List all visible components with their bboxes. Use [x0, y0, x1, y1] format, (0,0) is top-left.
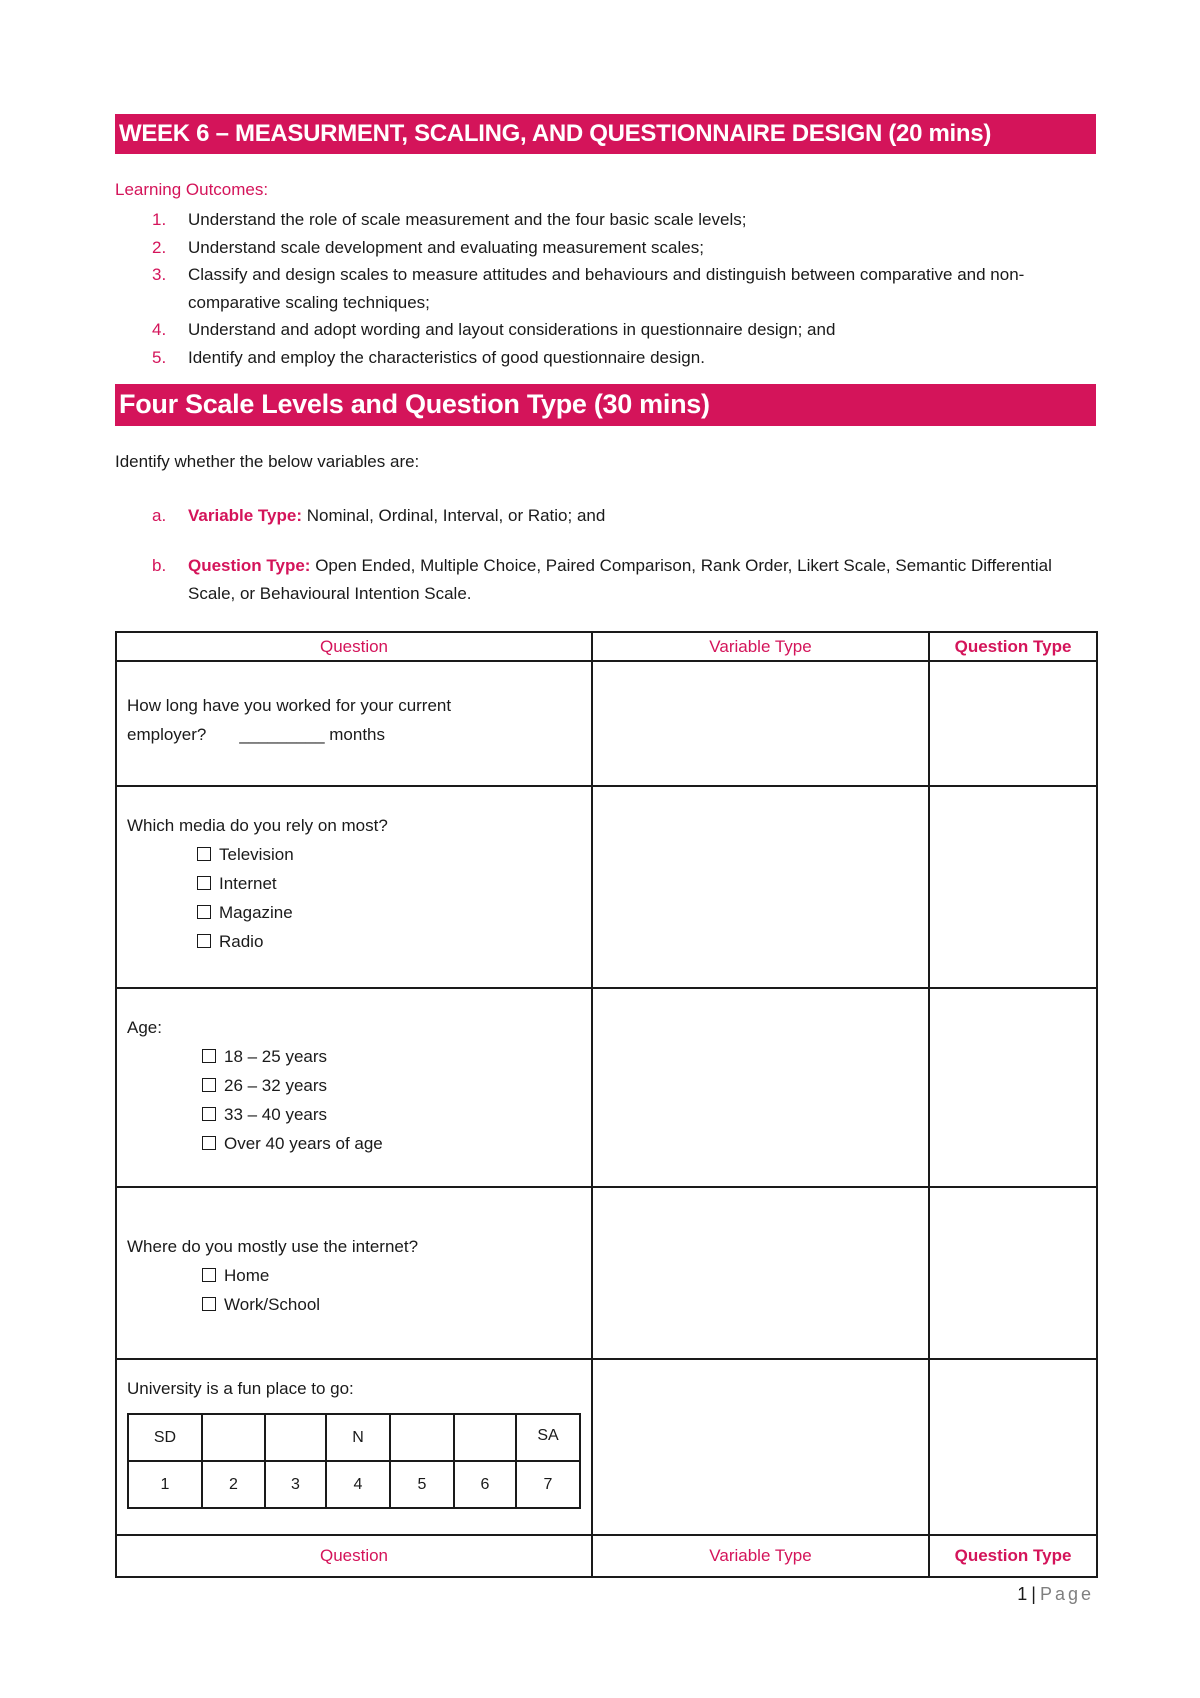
checkbox-icon	[202, 1297, 216, 1311]
question-type-cell[interactable]	[929, 661, 1097, 786]
table-header-row	[116, 632, 1097, 661]
option-item	[127, 1129, 581, 1158]
likert-value[interactable]: 4	[326, 1461, 390, 1508]
page-footer	[1017, 1584, 1094, 1605]
list-number: 5.	[152, 347, 167, 367]
checkbox-icon	[202, 1078, 216, 1092]
option-item	[127, 840, 581, 869]
criterion-question-type	[115, 552, 1095, 608]
option-item	[127, 1290, 581, 1319]
question-type-cell[interactable]	[929, 786, 1097, 988]
list-item	[115, 316, 1095, 344]
list-item	[115, 206, 1095, 234]
likert-label: SD	[128, 1414, 202, 1461]
criterion-text: Open Ended, Multiple Choice, Paired Comparison, Rank Order, Likert Scale, Semantic Differential Scale, or Behavioural Intention Scale.	[188, 556, 1052, 603]
variable-type-cell[interactable]	[592, 1187, 929, 1359]
list-number: 1.	[152, 210, 167, 229]
likert-value[interactable]: 1	[128, 1461, 202, 1508]
option-item	[127, 898, 581, 927]
learning-outcomes-list	[115, 206, 1095, 371]
checkbox-icon	[202, 1268, 216, 1282]
criterion-letter: a.	[152, 506, 167, 525]
column-header-question-type: Question Type	[929, 1535, 1097, 1577]
option-item	[127, 1071, 581, 1100]
question-cell	[116, 1187, 592, 1359]
option-label: Television	[219, 845, 294, 864]
list-text: Understand and adopt wording and layout considerations in questionnaire design; and	[188, 320, 836, 339]
column-header-question: Question	[116, 1535, 592, 1577]
table-row	[116, 1187, 1097, 1359]
checkbox-icon	[202, 1136, 216, 1150]
variable-type-cell[interactable]	[592, 661, 929, 786]
option-label: 33 – 40 years	[224, 1105, 328, 1124]
option-label: Home	[224, 1266, 270, 1285]
question-text: Where do you mostly use the internet?	[127, 1237, 419, 1256]
question-type-cell[interactable]	[929, 988, 1097, 1187]
column-header-question-type: Question Type	[929, 632, 1097, 661]
table-row	[116, 988, 1097, 1187]
table-row	[116, 661, 1097, 786]
list-item	[115, 261, 1095, 316]
list-text: Understand the role of scale measurement and the four basic scale levels;	[188, 210, 747, 229]
criterion-label: Variable Type:	[188, 506, 303, 525]
criterion-body	[115, 502, 1095, 530]
checkbox-icon	[197, 934, 211, 948]
week-heading: WEEK 6 – MEASURMENT, SCALING, AND QUESTIONNAIRE DESIGN (20 mins)	[115, 114, 1096, 154]
criterion-letter: b.	[152, 556, 167, 575]
option-label: Over 40 years of age	[224, 1134, 383, 1153]
column-header-variable-type: Variable Type	[592, 632, 929, 661]
question-text: employer? _________ months	[127, 725, 385, 744]
question-text: Age:	[127, 1018, 162, 1037]
question-cell	[116, 1359, 592, 1535]
option-item	[127, 1100, 581, 1129]
criterion-text: Nominal, Ordinal, Interval, or Ratio; and	[302, 506, 606, 525]
likert-label	[454, 1414, 516, 1461]
page-label: Page	[1039, 1584, 1094, 1604]
variable-type-cell[interactable]	[592, 988, 929, 1187]
likert-scale	[127, 1413, 581, 1509]
list-number: 3.	[152, 265, 167, 284]
variable-type-cell[interactable]	[592, 786, 929, 988]
likert-label	[202, 1414, 265, 1461]
likert-value[interactable]: 2	[202, 1461, 265, 1508]
table-row	[116, 1359, 1097, 1535]
column-header-variable-type: Variable Type	[592, 1535, 929, 1577]
question-text: University is a fun place to go:	[127, 1379, 354, 1398]
question-type-cell[interactable]	[929, 1187, 1097, 1359]
footer-separator: |	[1031, 1584, 1036, 1604]
criterion-label: Question Type:	[188, 556, 311, 575]
likert-value[interactable]: 3	[265, 1461, 326, 1508]
likert-value[interactable]: 6	[454, 1461, 516, 1508]
question-text: Which media do you rely on most?	[127, 816, 388, 835]
page-number: 1	[1017, 1584, 1028, 1604]
question-text: How long have you worked for your current	[127, 696, 452, 715]
section-heading: Four Scale Levels and Question Type (30 mins)	[115, 384, 1096, 426]
likert-label: N	[326, 1414, 390, 1461]
option-label: Radio	[219, 932, 264, 951]
variable-type-cell[interactable]	[592, 1359, 929, 1535]
option-item	[127, 869, 581, 898]
likert-label-row	[128, 1414, 580, 1461]
question-cell	[116, 786, 592, 988]
likert-value[interactable]: 5	[390, 1461, 454, 1508]
column-header-question: Question	[116, 632, 592, 661]
table-header-row	[116, 1535, 1097, 1577]
checkbox-icon	[197, 847, 211, 861]
question-table	[115, 631, 1098, 1578]
option-item	[127, 1261, 581, 1290]
option-label: Work/School	[224, 1295, 321, 1314]
list-text: Identify and employ the characteristics of good questionnaire design.	[188, 347, 705, 367]
list-number: 2.	[152, 237, 167, 257]
list-text: Understand scale development and evaluating measurement scales;	[188, 237, 704, 257]
option-item	[127, 927, 581, 956]
list-number: 4.	[152, 320, 167, 339]
list-item	[115, 344, 1095, 372]
option-item	[127, 1042, 581, 1071]
checkbox-icon	[197, 876, 211, 890]
list-text: Classify and design scales to measure attitudes and behaviours and distinguish between comparative and non-comparative scaling techniques;	[188, 265, 1025, 312]
likert-label: SA	[516, 1414, 580, 1461]
instructions-text: Identify whether the below variables are:	[115, 452, 420, 471]
learning-outcomes-title: Learning Outcomes:	[115, 180, 269, 199]
option-label: 26 – 32 years	[224, 1076, 328, 1095]
likert-label	[265, 1414, 326, 1461]
likert-label	[390, 1414, 454, 1461]
criterion-variable-type	[115, 502, 1095, 530]
criterion-body	[115, 552, 1095, 608]
question-type-cell[interactable]	[929, 1359, 1097, 1535]
option-label: 18 – 25 years	[224, 1047, 328, 1066]
table-row	[116, 786, 1097, 988]
option-label: Internet	[219, 874, 277, 893]
option-label: Magazine	[219, 903, 293, 922]
question-cell	[116, 661, 592, 786]
likert-value[interactable]: 7	[516, 1461, 580, 1508]
checkbox-icon	[202, 1049, 216, 1063]
likert-value-row	[128, 1461, 580, 1508]
list-item	[115, 234, 1095, 262]
checkbox-icon	[197, 905, 211, 919]
checkbox-icon	[202, 1107, 216, 1121]
question-cell	[116, 988, 592, 1187]
